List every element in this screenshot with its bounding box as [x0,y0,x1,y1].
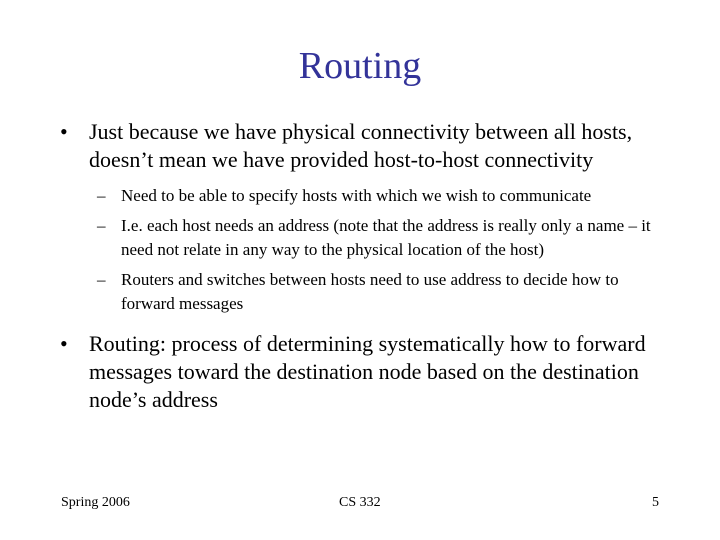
sub-bullet-item [97,214,670,262]
slide-body [60,118,670,414]
footer-course: CS 332 [339,495,381,510]
sub-bullet-marker: – [97,186,106,205]
bullet-marker: • [60,119,68,144]
bullet-text: Just because we have physical connectivity between all hosts, doesn’t mean we have provided host-to-host connectivity [89,119,633,172]
sub-bullet-text: Routers and switches between hosts need to use address to decide how to forward messages [121,270,619,313]
bullet-item [60,118,670,174]
sub-bullet-marker: – [97,216,106,235]
bullet-text: Routing: process of determining systematically how to forward messages toward the destination node based on the destination node’s address [89,331,646,412]
bullet-marker: • [60,331,68,356]
bullet-item [60,330,670,414]
slide-title: Routing [298,45,422,87]
footer-page-number: 5 [652,495,659,510]
sub-bullet-marker: – [97,270,106,289]
sub-bullet-item [97,268,670,316]
footer-date: Spring 2006 [61,495,130,510]
sub-bullet-list [60,184,670,316]
sub-bullet-text: I.e. each host needs an address (note that the address is really only a name – it need not relate in any way to the physical location of the host) [121,216,651,259]
sub-bullet-text: Need to be able to specify hosts with which we wish to communicate [121,186,592,205]
sub-bullet-item [97,184,670,208]
